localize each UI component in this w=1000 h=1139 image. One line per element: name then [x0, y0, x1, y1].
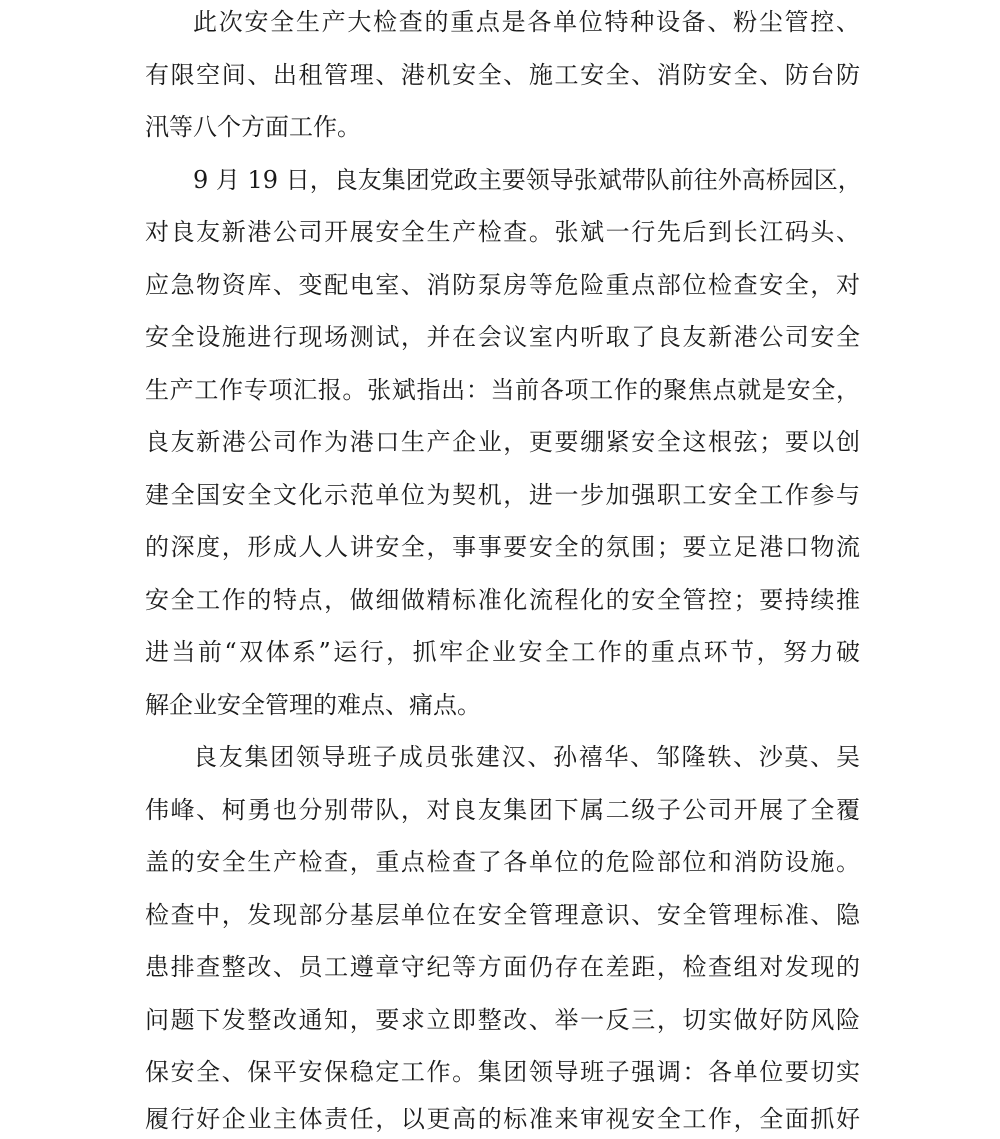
paragraph-1-line-2: 有限空间、出租管理、港机安全、施工安全、消防安全、防台防	[145, 61, 860, 89]
paragraph-2-line-6: 良友新港公司作为港口生产企业，更要绷紧安全这根弦；要以创	[145, 428, 860, 456]
paragraph-2-line-9: 安全工作的特点，做细做精标准化流程化的安全管控；要持续推	[145, 586, 860, 614]
paragraph-3-line-6: 问题下发整改通知，要求立即整改、举一反三，切实做好防风险	[145, 1006, 860, 1034]
paragraph-2-line-1: 9 月 19 日，良友集团党政主要领导张斌带队前往外高桥园区，	[193, 166, 862, 194]
paragraph-2-line-3: 应急物资库、变配电室、消防泵房等危险重点部位检查安全，对	[145, 271, 860, 299]
paragraph-2-line-11: 解企业安全管理的难点、痛点。	[145, 691, 481, 719]
paragraph-2-line-4: 安全设施进行现场测试，并在会议室内听取了良友新港公司安全	[145, 323, 860, 351]
paragraph-3-line-1: 良友集团领导班子成员张建汉、孙禧华、邹隆轶、沙莫、吴	[193, 743, 860, 771]
paragraph-1-line-3: 汛等八个方面工作。	[145, 113, 361, 141]
paragraph-1-line-1: 此次安全生产大检查的重点是各单位特种设备、粉尘管控、	[193, 8, 860, 36]
paragraph-3-line-3: 盖的安全生产检查，重点检查了各单位的危险部位和消防设施。	[145, 848, 860, 876]
paragraph-3-line-2: 伟峰、柯勇也分别带队，对良友集团下属二级子公司开展了全覆	[145, 796, 860, 824]
paragraph-2-line-7: 建全国安全文化示范单位为契机，进一步加强职工安全工作参与	[145, 481, 860, 509]
paragraph-2-line-5: 生产工作专项汇报。张斌指出：当前各项工作的聚焦点就是安全，	[145, 376, 860, 404]
paragraph-2-line-2: 对良友新港公司开展安全生产检查。张斌一行先后到长江码头、	[145, 218, 860, 246]
paragraph-3-line-7: 保安全、保平安保稳定工作。集团领导班子强调：各单位要切实	[145, 1058, 860, 1086]
paragraph-2-line-10: 进当前“双体系”运行，抓牢企业安全工作的重点环节，努力破	[145, 638, 860, 666]
document-page	[145, 0, 860, 1139]
paragraph-3-line-4: 检查中，发现部分基层单位在安全管理意识、安全管理标准、隐	[145, 901, 860, 929]
paragraph-2-line-8: 的深度，形成人人讲安全，事事要安全的氛围；要立足港口物流	[145, 533, 860, 561]
paragraph-3-line-8: 履行好企业主体责任，以更高的标准来审视安全工作，全面抓好	[145, 1105, 860, 1133]
paragraph-3-line-5: 患排查整改、员工遵章守纪等方面仍存在差距，检查组对发现的	[145, 953, 860, 981]
